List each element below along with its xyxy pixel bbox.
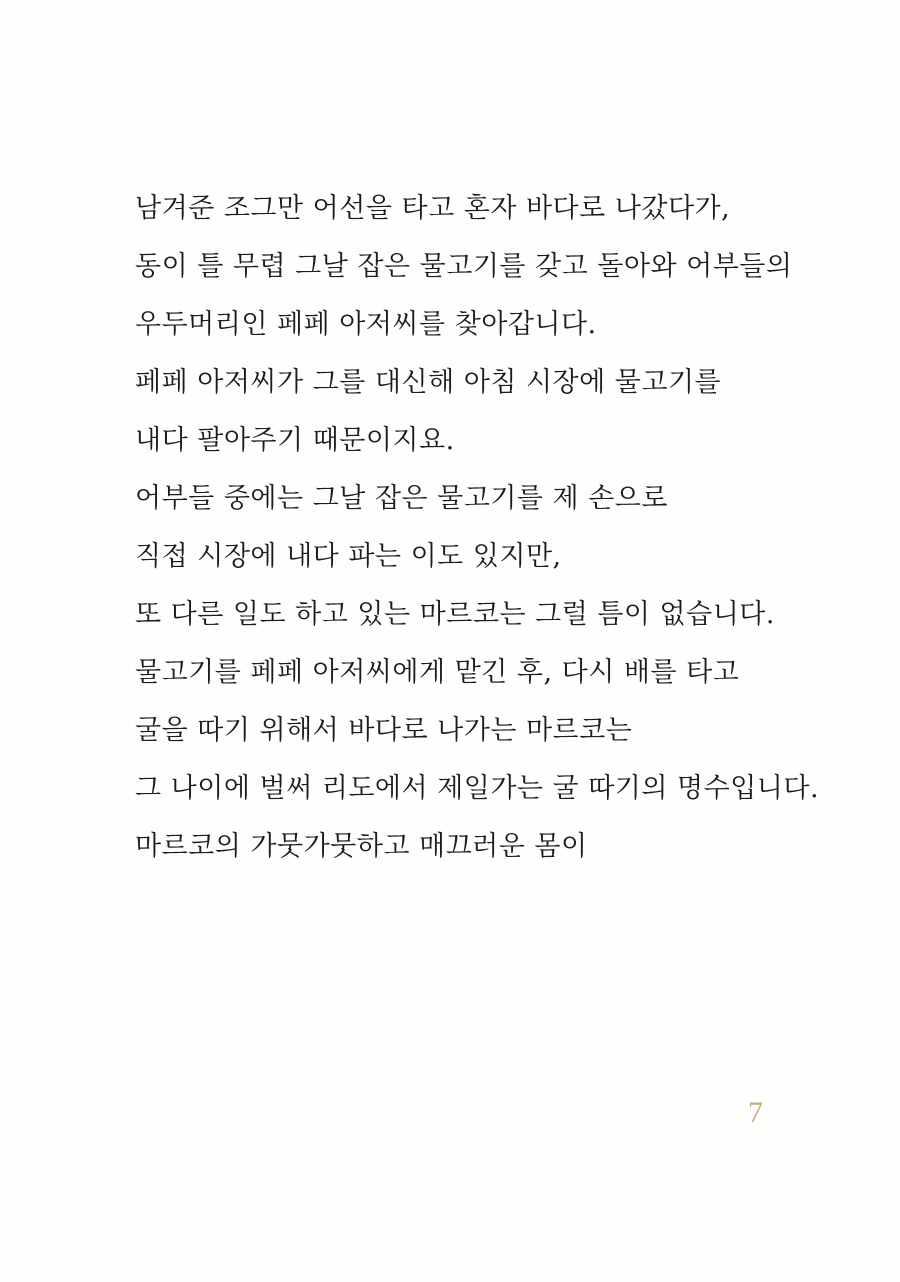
text-line: 내다 팔아주기 때문이지요.	[135, 425, 455, 456]
text-line: 그 나이에 벌써 리도에서 제일가는 굴 따기의 명수입니다.	[135, 773, 820, 804]
text-line: 굴을 따기 위해서 바다로 나가는 마르코는	[135, 715, 633, 746]
text-line: 우두머리인 페페 아저씨를 찾아갑니다.	[135, 309, 597, 340]
text-line: 직접 시장에 내다 파는 이도 있지만,	[135, 541, 562, 572]
text-line: 또 다른 일도 하고 있는 마르코는 그럴 틈이 없습니다.	[135, 599, 775, 630]
text-line: 동이 틀 무렵 그날 잡은 물고기를 갖고 돌아와 어부들의	[135, 251, 793, 282]
text-line: 페페 아저씨가 그를 대신해 아침 시장에 물고기를	[135, 367, 722, 398]
text-line: 남겨준 조그만 어선을 타고 혼자 바다로 나갔다가,	[135, 193, 731, 224]
page-number: 7	[748, 1096, 763, 1129]
text-line: 어부들 중에는 그날 잡은 물고기를 제 손으로	[135, 483, 668, 514]
body-text	[135, 180, 835, 876]
text-line: 마르코의 가뭇가뭇하고 매끄러운 몸이	[135, 831, 588, 862]
text-line: 물고기를 페페 아저씨에게 맡긴 후, 다시 배를 타고	[135, 657, 740, 688]
